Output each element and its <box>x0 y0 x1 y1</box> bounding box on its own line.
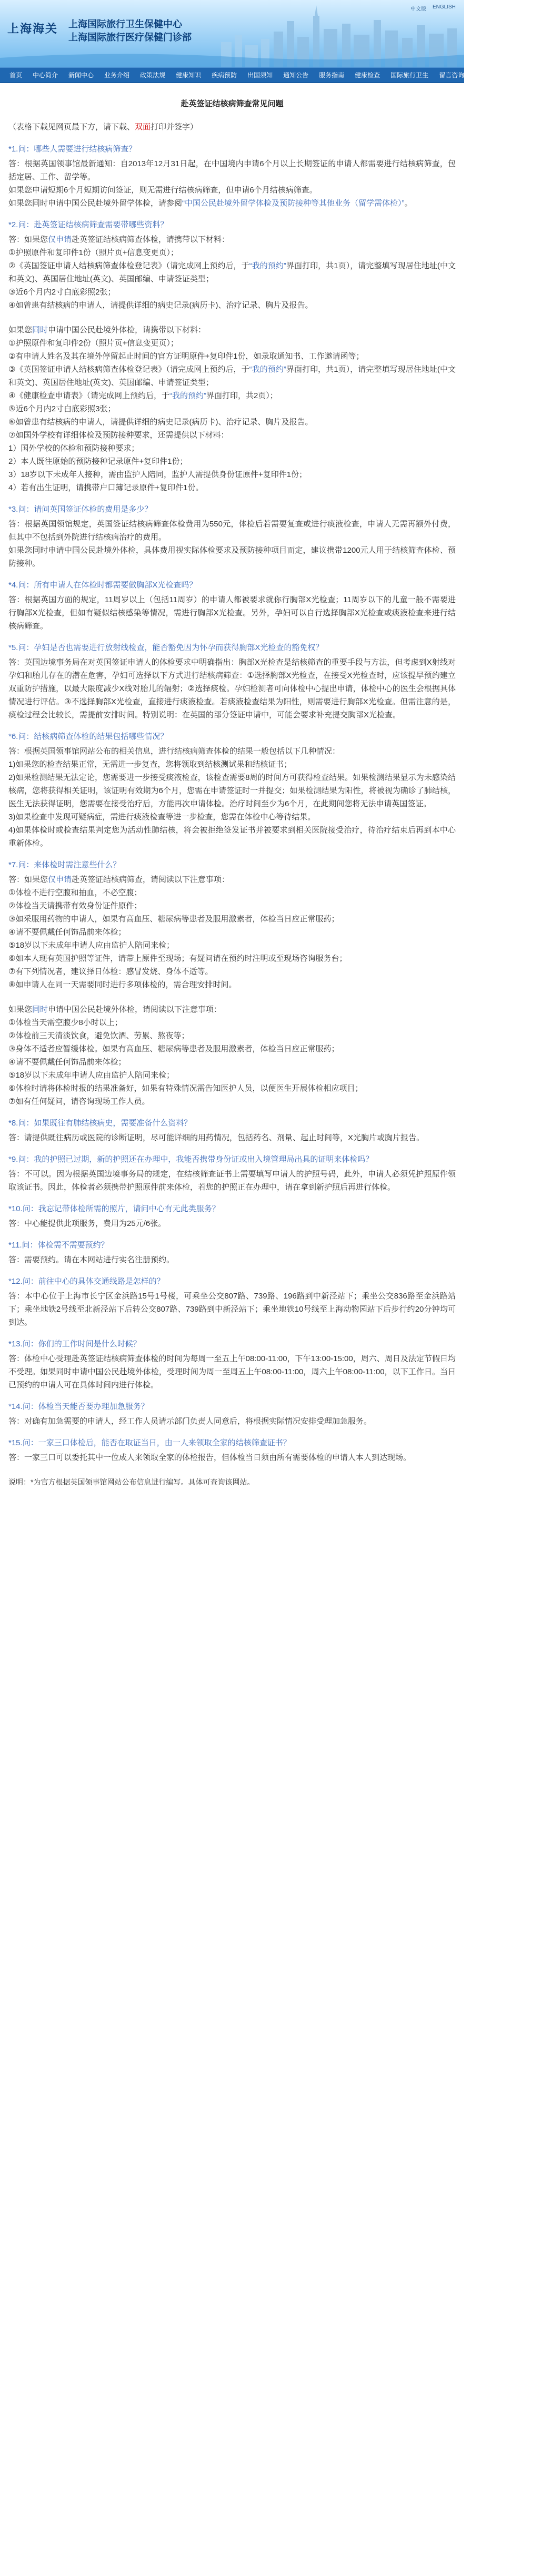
faq-answer <box>8 1415 456 1428</box>
answer-text: ④请不要佩戴任何饰品前来体检； <box>8 1058 126 1067</box>
print-instruction-after: 打印并签字） <box>151 123 198 131</box>
answer-text: 1)如果您的检查结果正常，无需进一步复查，您将领取到结核测试果和结核证书； <box>8 760 292 769</box>
answer-paragraph <box>8 745 456 758</box>
faq-item <box>8 1202 456 1230</box>
answer-text: 答：请提供既往病历或医院的诊断证明，尽可能详细的用药情况，包括药名、剂量、起止时间等，X光胸片或胸片报告。 <box>8 1133 425 1142</box>
answer-text: 4）若有出生证明，请携带户口簿记录原件+复印件1份。 <box>8 483 204 492</box>
answer-paragraph <box>8 350 456 363</box>
answer-paragraph <box>8 873 456 886</box>
answer-text: 答：需要预约。请在本网站进行实名注册预约。 <box>8 1255 175 1264</box>
answer-text-tail: 。 <box>404 199 413 208</box>
answer-text: 2)如果检测结果无法定论，您需要进一步接受痰液检查，该检查需要8周的时间方可获得检查结果。如果检测结果显示为未感染结核病，您将获得相关证明，该证明有效期为6个月，您需在申请签证时一并提交；如果检测结果为阳性，将被视为确诊了肺结核，医生无法获得证明，您需要在接受治疗后，方能再次申请体检。治疗时间至少为6个月，在此期间您将无法申请英国签证。 <box>8 773 456 808</box>
answer-paragraph <box>8 197 456 210</box>
faq-item <box>8 1275 456 1329</box>
answer-paragraph <box>8 402 456 415</box>
answer-paragraph <box>8 810 456 824</box>
faq-answer <box>8 1290 456 1329</box>
answer-text: 答：根据英国领馆规定，英国签证结核病筛查体检费用为550元，体检后若需要复查或进行痰液检查，申请人无需再额外付费，但其中不包括到外院进行结核病治疗的费用。 <box>8 520 456 542</box>
answer-paragraph <box>8 1131 456 1144</box>
answer-paragraph <box>8 1029 456 1042</box>
faq-question: *12.问：前往中心的具体交通线路是怎样的？ <box>8 1277 165 1286</box>
answer-text: 答：不可以。因为根据英国边境事务局的规定，在结核筛查证书上需要填写申请人的护照号码，此外，申请人必须凭护照原件领取该证书。因此，体检者必须携带护照原件前来体检，若您的护照正在办理中，请在拿到新护照后再进行体检。 <box>8 1170 456 1192</box>
faq-list <box>8 143 456 1464</box>
answer-text: ③如采服用药物的申请人，如果有高血压、糖尿病等患者及服用激素者，体检当日应正常服药； <box>8 915 339 924</box>
faq-question: *6.问：结核病筛查体检的结果包括哪些情况？ <box>8 732 168 741</box>
answer-text: 2）本人既往原始的预防接种记录原件+复印件1份； <box>8 457 188 466</box>
answer-text: ⑤18岁以下未成年申请人应由监护人陪同来检； <box>8 1071 175 1080</box>
nav-item[interactable]: 国际旅行卫生 <box>390 72 429 79</box>
faq-question: *10.问：我忘记带体检所需的照片，请问中心有无此类服务？ <box>8 1204 220 1213</box>
faq-answer <box>8 1352 456 1392</box>
faq-answer <box>8 1253 456 1266</box>
answer-text: ⑦如有任何疑问，请咨询现场工作人员。 <box>8 1097 150 1106</box>
faq-question: *13.问：你们的工作时间是什么时候？ <box>8 1340 141 1348</box>
faq-answer <box>8 157 456 210</box>
faq-answer <box>8 233 456 494</box>
answer-text: ①护照原件和复印件1份（照片页+信息变更页）； <box>8 248 179 257</box>
answer-paragraph <box>8 429 456 442</box>
answer-text: ④《健康检查申请表》（请完成网上预约后，于 <box>8 391 169 400</box>
faq-question: *3.问：请问英国签证体检的费用是多少？ <box>8 505 153 514</box>
answer-text: ⑦有下列情况者，建议择日体检：感冒发烧、身体不适等。 <box>8 967 213 976</box>
answer-paragraph <box>8 337 456 350</box>
answer-text-tail: 赴英签证结核病筛查体检，请携带以下材料： <box>72 235 230 244</box>
faq-item <box>8 858 456 1108</box>
nav-item[interactable]: 服务指南 <box>319 72 345 79</box>
answer-paragraph <box>8 656 456 722</box>
answer-text: ⑦如国外学校有详细体检及预防接种要求，还需提供以下材料： <box>8 431 229 440</box>
highlighted-link-text[interactable]: 同时 <box>32 1005 48 1014</box>
answer-text: ①体检不进行空腹和抽血，不必空腹； <box>8 888 142 897</box>
answer-paragraph <box>8 886 456 899</box>
answer-paragraph <box>8 1082 456 1095</box>
answer-text: 1）国外学校的体检和预防接种要求； <box>8 444 139 453</box>
answer-paragraph <box>8 363 456 389</box>
faq-item <box>8 1117 456 1144</box>
customs-logo-text: 上海海关 <box>7 22 58 35</box>
answer-text: ③近6个月内2寸白底彩照2张； <box>8 288 116 297</box>
answer-paragraph <box>8 1016 456 1029</box>
print-instruction-emphasis: 双面 <box>135 123 151 131</box>
answer-text: ③身体不适者应暂缓体检。如果有高血压、糖尿病等患者及服用激素者，体检当日应正常服药； <box>8 1044 339 1053</box>
nav-item[interactable]: 通知公告 <box>283 72 309 79</box>
nav-item[interactable]: 首页 <box>9 72 23 79</box>
answer-paragraph <box>8 593 456 633</box>
answer-paragraph <box>8 455 456 468</box>
answer-text: ③《英国签证申请人结核病筛查体检登记表》（请完成网上预约后，于 <box>8 365 249 374</box>
nav-item[interactable]: 健康检查 <box>355 72 380 79</box>
answer-paragraph <box>8 481 456 494</box>
nav-item[interactable]: 出国须知 <box>247 72 273 79</box>
answer-paragraph <box>8 468 456 481</box>
answer-text: 如果您同时申请中国公民赴境外体检，具体费用视实际体检要求及预防接种项目而定，建议携带1200元人用于结核筛查体检、预防接种。 <box>8 546 456 568</box>
answer-text-tail: 界面打印，共1页），请完整填写现居住地址(中文和英文)、英国居住地址(英文)、英国邮编、申请签证类型； <box>8 261 456 283</box>
nav-item[interactable]: 业务介绍 <box>104 72 130 79</box>
highlighted-link-text[interactable]: 同时 <box>32 326 48 334</box>
answer-paragraph <box>8 926 456 939</box>
answer-text-tail: 赴英签证结核病筛查，请阅读以下注意事项： <box>72 875 230 884</box>
answer-text: 答：中心能提供此项服务，费用为25元/6张。 <box>8 1219 166 1228</box>
answer-text: ④如曾患有结核病的申请人，请提供详细的病史记录(病历卡)、治疗记录、胸片及报告。 <box>8 301 313 310</box>
answer-text: 如果您申请短期6个月短期访问签证，则无需进行结核病筛查，但申请6个月结核病筛查。 <box>8 186 317 195</box>
answer-paragraph <box>8 544 456 570</box>
faq-answer <box>8 656 456 722</box>
language-link-chinese[interactable]: 中文版 <box>410 6 426 12</box>
print-instruction-before: （表格下载见网页最下方，请下载、 <box>8 123 135 131</box>
faq-question: *14.问：体检当天能否要办理加急服务？ <box>8 1402 149 1411</box>
answer-text: 4)如果体检时或检查结果判定您为活动性肺结核，将会被拒绝签发证书并被要求到相关医院接受治疗，待治疗结束后再到本中心重新体检。 <box>8 826 456 848</box>
answer-text: 如果您 <box>8 1005 33 1014</box>
answer-paragraph <box>8 1056 456 1069</box>
faq-item <box>8 730 456 850</box>
answer-paragraph <box>8 518 456 544</box>
answer-text: ⑤近6个月内2寸白底彩照3张； <box>8 404 116 413</box>
answer-paragraph <box>8 952 456 965</box>
answer-text: 答：如果您 <box>8 875 48 884</box>
answer-text: ⑤18岁以下未成年申请人应由监护人陪同来检； <box>8 941 175 950</box>
answer-paragraph <box>8 389 456 402</box>
paragraph-spacer <box>8 312 456 323</box>
print-instruction <box>8 120 456 134</box>
faq-question: *7.问：来体检时需注意些什么？ <box>8 860 121 869</box>
answer-paragraph <box>8 415 456 429</box>
faq-item <box>8 1337 456 1392</box>
faq-answer <box>8 1131 456 1144</box>
answer-paragraph <box>8 824 456 850</box>
paragraph-spacer <box>8 991 456 1003</box>
faq-item <box>8 1436 456 1464</box>
faq-question: *5.问：孕妇是否也需要进行放射线检查，能否豁免因为怀孕而获得胸部X光检查的豁免权？ <box>8 643 324 652</box>
faq-item <box>8 1400 456 1428</box>
org-name-line1: 上海国际旅行卫生保健中心 <box>68 19 182 30</box>
answer-text: 答：体检中心受理赴英签证结核病筛查体检的时间为每周一至五上午08:00-11:00，下午13:00-15:00，周六、周日及法定节假日均不受理。如果同时申请中国公民赴境外体检，受理时间为周一至周五上午08:00-11:00，周六上午08:00-11:00，以下工作日。当日已预约的申请人可在具体时间内进行体检。 <box>8 1354 456 1390</box>
answer-paragraph <box>8 1042 456 1056</box>
answer-text: ②有申请人姓名及其在境外停留起止时间的官方证明原件+复印件1份，如录取通知书、工作邀请函等； <box>8 352 364 361</box>
answer-text: ②《英国签证申请人结核病筛查体检登记表》（请完成网上预约后，于 <box>8 261 249 270</box>
answer-paragraph <box>8 1451 456 1464</box>
faq-answer <box>8 745 456 850</box>
answer-paragraph <box>8 1352 456 1392</box>
faq-question: *11.问：体检需不需要预约？ <box>8 1241 109 1250</box>
highlighted-link-text[interactable]: “我的预约” <box>249 261 286 270</box>
answer-text: ④请不要佩戴任何饰品前来体检； <box>8 928 126 937</box>
answer-text: 答：根据英国领事馆网站公布的相关信息，进行结核病筛查体检的结果一般包括以下几种情况： <box>8 747 340 756</box>
answer-text-tail: 界面打印，共1页），请完整填写现居住地址(中文和英文)、英国居住地址(英文)、英国邮编、申请签证类型； <box>8 365 456 387</box>
faq-question: *15.问：一家三口体检后，能否在取证当日，由一人来领取全家的结核筛查证书？ <box>8 1438 291 1447</box>
answer-text: 如果您 <box>8 326 33 334</box>
answer-text: 答：本中心位于上海市长宁区金浜路15号1号楼，可乘坐公交807路、739路、196路到中新泾站下；乘坐公交836路至金浜路站下；乘坐地铁2号线至北新泾站下后转公交807路、739路到中新泾站下；乘坐地铁10号线至上海动物园站下后步行约20分钟均可到达。 <box>8 1292 456 1327</box>
answer-text: ⑧如申请人在同一天需要同时进行多项体检的，需合理安排时间。 <box>8 980 237 989</box>
answer-paragraph <box>8 1217 456 1230</box>
answer-text-tail: 界面打印，共2页）； <box>206 391 278 400</box>
answer-text: 答：如果您 <box>8 235 48 244</box>
answer-paragraph <box>8 1069 456 1082</box>
nav-item[interactable]: 联系我们 <box>510 72 536 79</box>
answer-text-tail: 申请中国公民赴境外体检，请携带以下材料： <box>48 326 206 334</box>
answer-paragraph <box>8 323 456 337</box>
main-navigation <box>0 67 536 83</box>
nav-item[interactable]: 疾病预防 <box>212 72 237 79</box>
highlighted-link-text[interactable]: 仅申请 <box>48 235 72 244</box>
faq-item <box>8 579 456 633</box>
faq-item <box>8 641 456 722</box>
answer-text: 如果您同时申请中国公民赴境外留学体检，请参阅 <box>8 199 183 208</box>
answer-text: ⑥体检时请将体检时报的结果准备好，如果有特殊情况需告知医护人员，以便医生开展体检相应项目； <box>8 1084 363 1093</box>
footer-note: 说明：*为官方根据英国领事馆网站公布信息进行编写。具体可查询该网站。 <box>8 1478 255 1486</box>
answer-paragraph <box>8 978 456 991</box>
faq-question: *9.问：我的护照已过期，新的护照还在办理中，我能否携带身份证或出入境管理局出具的证明来体检吗？ <box>8 1155 374 1164</box>
faq-item <box>8 1153 456 1194</box>
answer-paragraph <box>8 771 456 810</box>
answer-paragraph <box>8 233 456 246</box>
answer-text: 答：英国边境事务局在对英国签证申请人的体检要求中明确指出：胸部X光检查是结核筛查的重要手段与方法，但考虑到X射线对孕妇和胎儿存在的潜在危害，孕妇可选择以下方式进行结核病筛查：①选择胸部X光检查，在接受X光检查时，应该提早预约建立双重防护措施，以最大限度减少X线对胎儿的辐射；②选择痰检。孕妇检测者可向体检中心提出申请，体检中心的医生会根据具体情况进行评估。③不选择胸部X光检查，直接进行痰液检查。若痰液检查结果为阳性，则需要进行胸部X光检查。但需注意的是，痰检过程会比较长，需提前安排时间。特别说明：在英国的部分签证申请中，可能会要求补充提交胸部X光检查。 <box>8 658 456 719</box>
faq-answer <box>8 518 456 570</box>
answer-paragraph <box>8 1290 456 1329</box>
org-name-line2: 上海国际旅行医疗保健门诊部 <box>68 32 192 43</box>
answer-paragraph <box>8 1253 456 1266</box>
nav-item[interactable]: 留言咨询 <box>439 72 465 79</box>
faq-question: *1.问：哪些人需要进行结核病筛查？ <box>8 145 137 154</box>
answer-text-tail: 申请中国公民赴境外体检，请阅读以下注意事项： <box>48 1005 222 1014</box>
answer-text: 答：根据英国领事馆最新通知：自2013年12月31日起，在中国境内申请6个月以上长期签证的申请人都需要进行结核病筛查，包括定居、工作、留学等。 <box>8 159 456 181</box>
answer-text: 答：对确有加急需要的申请人，经工作人员请示部门负责人同意后，将根据实际情况安排受理加急服务。 <box>8 1417 372 1426</box>
answer-paragraph <box>8 286 456 299</box>
faq-answer <box>8 1217 456 1230</box>
answer-paragraph <box>8 965 456 978</box>
answer-text: ①体检当天需空腹少8小时以上； <box>8 1018 123 1027</box>
nav-item[interactable]: 健康知识 <box>176 72 202 79</box>
answer-paragraph <box>8 1415 456 1428</box>
faq-question: *2.问：赴英签证结核病筛查需要带哪些资料？ <box>8 220 168 229</box>
faq-answer <box>8 1168 456 1194</box>
answer-paragraph <box>8 1168 456 1194</box>
nav-item[interactable]: 中心简介 <box>33 72 58 79</box>
page-title: 赴英签证结核病筛查常见问题 <box>181 99 284 108</box>
faq-item <box>8 1239 456 1266</box>
answer-paragraph <box>8 899 456 912</box>
answer-text: ①护照原件和复印件2份（照片页+信息变更页）； <box>8 339 179 348</box>
faq-item <box>8 143 456 210</box>
answer-paragraph <box>8 259 456 286</box>
faq-answer <box>8 1451 456 1464</box>
answer-text: 3）18岁以下未成年人接种，需由监护人陪同，监护人需提供身份证原件+复印件1份； <box>8 470 307 479</box>
faq-question: *8.问：如果既往有肺结核病史，需要准备什么资料？ <box>8 1119 192 1128</box>
answer-paragraph <box>8 1003 456 1016</box>
nav-item[interactable]: 新闻中心 <box>68 72 94 79</box>
nav-item[interactable]: 健康证书 <box>475 72 500 79</box>
faq-answer <box>8 873 456 1108</box>
language-link-english[interactable]: ENGLISH <box>433 4 456 10</box>
faq-content <box>0 83 464 1488</box>
site-header <box>0 0 464 67</box>
answer-paragraph <box>8 299 456 312</box>
faq-answer <box>8 593 456 633</box>
highlighted-link-text[interactable]: 仅申请 <box>48 875 72 884</box>
answer-paragraph <box>8 912 456 926</box>
answer-text: ⑥如本人现有英国护照等证件，请带上原件至现场；有疑问请在预约时注明或至现场咨询服务台； <box>8 954 347 963</box>
answer-paragraph <box>8 1095 456 1108</box>
organization-names <box>68 18 192 44</box>
answer-text: ⑥如曾患有结核病的申请人，请提供详细的病史记录(病历卡)、治疗记录、胸片及报告。 <box>8 418 313 427</box>
answer-paragraph <box>8 758 456 771</box>
highlighted-link-text[interactable]: “我的预约” <box>169 391 206 400</box>
faq-item <box>8 218 456 494</box>
answer-text: 答：一家三口可以委托其中一位成人来领取全家的体检报告，但体检当日须由所有需要体检的申请人本人到达现场。 <box>8 1453 412 1462</box>
answer-paragraph <box>8 442 456 455</box>
highlighted-link-text[interactable]: “我的预约” <box>249 365 286 374</box>
highlighted-link-text[interactable]: “中国公民赴境外留学体检及预防接种等其他业务（留学需体检）” <box>182 199 405 208</box>
answer-paragraph <box>8 939 456 952</box>
answer-paragraph <box>8 246 456 259</box>
faq-item <box>8 503 456 570</box>
answer-paragraph <box>8 157 456 184</box>
nav-item[interactable]: 政策法规 <box>140 72 166 79</box>
answer-text: ②体检当天请携带有效身份证件原件； <box>8 901 142 910</box>
answer-text: 3)如果检查中发现可疑病症，需进行痰液检查等进一步检查，您需在体检中心等待结果。 <box>8 813 316 822</box>
faq-question: *4.问：所有申请人在体检时都需要做胸部X光检查吗？ <box>8 581 197 590</box>
answer-text: 答：根据英国方面的规定，11周岁以上（包括11周岁）的申请人都被要求就你行胸部X光检查；11周岁以下的儿童一般不需要进行胸部X光检查，但如有疑似结核感染等情况，需进行胸部X光检查。另外，孕妇可以自行选择胸部X光检查或痰液检查来进行结核病筛查。 <box>8 595 456 631</box>
answer-paragraph <box>8 184 456 197</box>
answer-text: ②体检前三天清淡饮食，避免饮酒、劳累、熬夜等； <box>8 1031 189 1040</box>
